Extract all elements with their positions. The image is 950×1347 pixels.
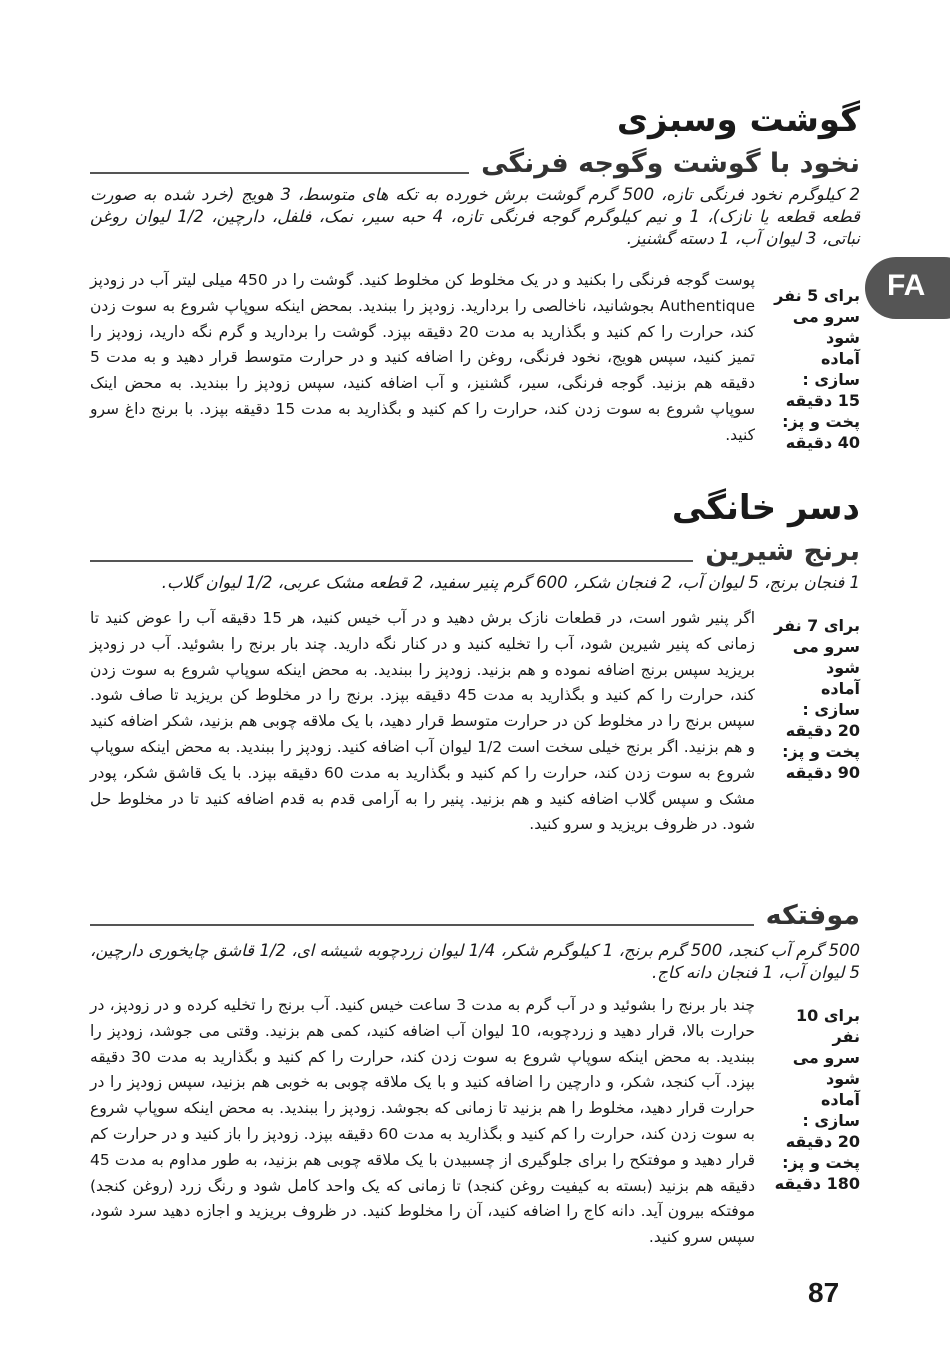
recipe-ingredients: 1 فنجان برنج، 5 لیوان آب، 2 فنجان شکر، 600 گرم پنیر سفید، 2 قطعه مشک عربی، 1/2 لیوان گلاب. (161, 573, 860, 592)
recipe-steps: اگر پنیر شور است، در قطعات نازک برش دهید و در آب خیس کنید، هر 15 دقیقه آب را عوض کنید تا زمانی که پنیر شیرین شود، آب را تخلیه کنید و در کنار نگه دارید. چند بار برنج را بشوئید. آب در زودپز بریزید سپس برنج اضافه نموده و هم بزنید. زودپز را ببندید. به محض اینکه سوپاپ شروع به سوت زدن کند، حرارت را کم کنید و بگذارید به مدت 45 دقیقه بپزد. برنج را در مخلوط کن بریزید تا صاف شود. سپس برنج را در مخلوط کن در حرارت متوسط قرار دهید، با یک ملاقه چوبی هم بزنید، شکر اضافه کنید و هم بزنید. اگر برنج خیلی سخت است 1/2 لیوان آب اضافه کنید. زودپز را ببندید. به محض اینکه سوپاپ شروع به سوت زدن کند، حرارت را کم کنید و بگذارید به مدت 60 دقیقه بپزد. با یک قاشق شکر، پودر مشک و سپس گلاب اضافه کنید و هم بزنید. پنیر را به آرامی قدم به قدم اضافه کنید تا در مخلوط حل شود. در ظروف بریزید و سرو کنید. (90, 609, 756, 834)
recipe-title: نخود با گوشت وگوجه فرنگی (481, 148, 860, 179)
serves-count: برای 7 نفر (774, 616, 860, 635)
recipe-meta (770, 285, 860, 453)
page-number: 87 (808, 1277, 840, 1308)
cook-time: 90 دقیقه (785, 763, 860, 782)
heading-rule (90, 172, 469, 174)
cook-label: پخت و پز: (782, 1153, 860, 1172)
serves-label: سرو می شود (792, 1048, 860, 1088)
heading-rule (90, 924, 754, 926)
section-title-desserts: دسر خانگی (671, 488, 860, 528)
recipe-ingredients: 2 کیلوگرم نخود فرنگی تازه، 500 گرم گوشت برش خورده به تکه های متوسط، 3 هویج (خرد شده به صورت قطعه قطعه یا نازک)، 1 و نیم کیلوگرم گوجه فرنگی تازه، 4 حبه سیر، نمک، فلفل، دارچین، 1/2 لیوان روغن نباتی، 3 لیوان آب، 1 دسته گشنیز. (90, 185, 861, 248)
recipe-steps: چند بار برنج را بشوئید و در آب گرم به مدت 3 ساعت خیس کنید. آب برنج را تخلیه کرده و در زودپز، در حرارت بالا، قرار دهید و زردچوبه، 10 لیوان آب اضافه کنید، کمی هم بزنید. وقتی می جوشد، زودپز را ببندید. به محض اینکه سوپاپ شروع به سوت زدن کند، حرارت را کم کنید و بگذارید به مدت 30 دقیقه بپزد. آب کنجد، شکر، و دارچین را اضافه کنید و با یک ملاقه چوبی به خوبی هم بزنید، سپس زودپز را در حرارت قرار دهید، مخلوط را هم بزنید تا زمانی که بجوشد. زودپز را ببندید. به محض اینکه سوپاپ شروع به سوت زدن کند، حرارت را کم کنید و بگذارید به مدت 60 دقیقه بپزد. زودپز را باز کنید و در حرارت کم قرار دهید و موفتکح را برای جلوگیری از چسبیدن با یک ملاقه چوبی هم بزنید، به طور مداوم به مدت 45 دقیقه هم بزنید (بسته به کیفیت روغن کنجد) تا زمانی که یک واحد کامل شود و رنگ زرد (روغن کنجد) موفتکه بیرون آید. دانه کاج را اضافه کنید، آن را مخلوط کنید. در ظروف بریزید و اجازه دهید سرد شود، سپس سرو کنید. (90, 996, 756, 1247)
cook-label: پخت و پز: (782, 742, 860, 761)
serves-label: سرو می شود (792, 307, 860, 347)
section-title-meat-vegetables: گوشت وسبزی (616, 100, 860, 140)
recipe-ingredients: 500 گرم آب کنجد، 500 گرم برنج، 1 کیلوگرم شکر، 1/4 لیوان زردچوبه شیشه ای، 1/2 قاشق چایخوری دارچین، 5 لیوان آب، 1 فنجان دانه کاج. (90, 941, 861, 982)
prep-time: 20 دقیقه (785, 721, 860, 740)
recipe-heading-sweet-rice (90, 536, 860, 568)
serves-label: سرو می شود (792, 637, 860, 677)
prep-label: آماده سازی : (802, 679, 860, 719)
recipe-heading-peas-meat (90, 148, 860, 180)
language-tab-label: FA (887, 269, 926, 302)
cook-time: 180 دقیقه (774, 1174, 860, 1193)
prep-label: آماده سازی : (802, 349, 860, 389)
serves-count: برای 5 نفر (774, 286, 860, 305)
prep-label: آماده سازی : (802, 1090, 860, 1130)
prep-time: 20 دقیقه (785, 1132, 860, 1151)
recipe-title: موفتکه (765, 900, 860, 931)
recipe-steps: پوست گوجه فرنگی را بکنید و در یک مخلوط کن مخلوط کنید. گوشت را در 450 میلی لیتر آب در زودپز Authentique بجوشانید، ناخالصی را بردارید. زودپز را ببندید. بمحض اینکه سوپاپ شروع به سوت زدن کند، حرارت را کم کنید و بگذارید به مدت 20 دقیقه بپزد. گوشت را بردارید و گرم نگه دارید، زودپز را تمیز کنید، سپس هویج، نخود فرنگی، روغن را اضافه کنید و در حرارت متوسط قرار دهید و به مدت 5 دقیقه هم بزنید. گوجه فرنگی، سیر، گشنیز، و آب اضافه کنید، سپس زودپز را ببندید. به محض اینک سوپاپ شروع به سوت زدن کند، حرارت را کم کنید و بگذارید به مدت 15 دقیقه بپزد. با برنج داغ سرو کنید. (90, 271, 755, 444)
cook-label: پخت و پز: (782, 412, 860, 431)
heading-rule (90, 560, 693, 562)
prep-time: 15 دقیقه (785, 391, 860, 410)
recipe-meta (770, 1005, 860, 1194)
recipe-heading-moftakeh (90, 900, 860, 932)
language-tab (865, 257, 950, 319)
serves-count: برای 10 نفر (796, 1006, 860, 1046)
recipe-meta (770, 615, 860, 783)
cook-time: 40 دقیقه (785, 433, 860, 452)
recipe-title: برنج شیرین (705, 536, 860, 567)
